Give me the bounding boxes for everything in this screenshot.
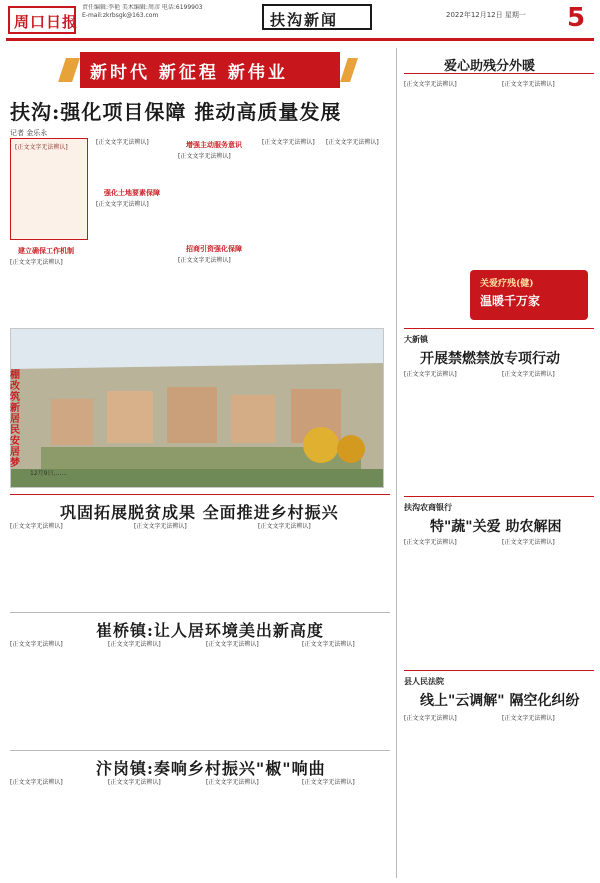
lead-body-col3a: [正文文字无法辨认] [178, 153, 231, 160]
lead-body-col3b: [正文文字无法辨认] [178, 257, 231, 264]
story3-body-col3: [正文文字无法辨认] [206, 641, 259, 648]
right-story4-body-col2: [正文文字无法辨认] [502, 715, 555, 722]
story3-body-col2: [正文文字无法辨认] [108, 641, 161, 648]
section-divider [10, 494, 390, 495]
right-story1-body-col2: [正文文字无法辨认] [502, 81, 555, 88]
story3-body-col1: [正文文字无法辨认] [10, 641, 63, 648]
banner-accent-right [340, 58, 358, 82]
byline: 记者 金乐永 [10, 129, 48, 137]
story4-body-col4: [正文文字无法辨认] [302, 779, 355, 786]
banner-accent-left [58, 58, 80, 82]
subhead: 招商引资强化保障 [186, 245, 242, 253]
right-story3-body-col2: [正文文字无法辨认] [502, 539, 555, 546]
issue-date: 2022年12月12日 星期一 [446, 11, 526, 19]
right-story3-kicker: 扶沟农商银行 [404, 503, 452, 512]
lead-body-col2a: [正文文字无法辨认] [96, 139, 149, 146]
photo-vertical-caption [10, 370, 32, 469]
caption-char: 改 [10, 381, 20, 392]
caption-char: 居 [10, 447, 20, 458]
construction-site-illustration [11, 329, 384, 488]
lead-body-col2b: [正文文字无法辨认] [96, 201, 149, 208]
right-story1-head [404, 52, 594, 74]
right-story4-headline: 线上"云调解" 隔空化纠纷 [420, 693, 580, 709]
masthead-rule [6, 38, 594, 41]
right-story2-body-col1: [正文文字无法辨认] [404, 371, 457, 378]
divider [404, 670, 594, 671]
divider [10, 750, 390, 751]
story2-body-col3: [正文文字无法辨认] [258, 523, 311, 530]
newspaper-logo [8, 6, 79, 34]
story3-body-col4: [正文文字无法辨认] [302, 641, 355, 648]
subhead: 强化土地要素保障 [104, 189, 160, 197]
right-story3-headline: 特"蔬"关爱 助农解困 [430, 519, 562, 535]
right-story1-body-col1: [正文文字无法辨认] [404, 81, 457, 88]
story4-body-col3: [正文文字无法辨认] [206, 779, 259, 786]
caption-char: 筑 [10, 392, 20, 403]
section-title: 扶沟新闻 [270, 11, 339, 29]
theme-banner [80, 52, 340, 88]
caption-char: 棚 [10, 370, 20, 381]
masthead-meta [82, 4, 222, 20]
subhead: 增强主动服务意识 [186, 141, 242, 149]
story4-body-col1: [正文文字无法辨认] [10, 779, 63, 786]
meta-line: 责任编辑:李艳 美术编辑:周彦 电话:6199903 [82, 4, 203, 11]
lead-headline: 扶沟:强化项目保障 推动高质量发展 [10, 100, 342, 124]
right-story2-headline: 开展禁燃禁放专项行动 [420, 351, 560, 367]
lead-body-col4: [正文文字无法辨认] [262, 139, 315, 146]
caption-char: 梦 [10, 458, 20, 469]
promo-line2: 温暖千万家 [480, 294, 541, 308]
right-story2-body-col2: [正文文字无法辨认] [502, 371, 555, 378]
lead-body-col5: [正文文字无法辨认] [326, 139, 379, 146]
page-number: 5 [566, 3, 586, 33]
feature-photo [10, 328, 384, 488]
caption-char: 安 [10, 436, 20, 447]
promo-badge [470, 270, 588, 320]
section-tag [262, 4, 372, 30]
meta-line: E-mail:zkrbsgk@163.com [82, 12, 159, 19]
photo-note: 12月9日,…… [30, 470, 68, 477]
divider [404, 328, 594, 329]
caption-char: 居 [10, 414, 20, 425]
promo-line1: 关爱疗残(健) [480, 279, 534, 289]
story2-headline: 巩固拓展脱贫成果 全面推进乡村振兴 [60, 503, 339, 522]
banner-text: 新时代 新征程 新伟业 [90, 63, 288, 83]
right-story1-headline: 爱心助残分外暖 [444, 59, 536, 74]
divider [404, 496, 594, 497]
subhead: 建立确保工作机制 [18, 247, 74, 255]
divider [10, 612, 390, 613]
masthead [0, 0, 600, 44]
story2-body-col2: [正文文字无法辨认] [134, 523, 187, 530]
lead-intro: [正文文字无法辨认] [15, 144, 68, 151]
logo-text: 周口日报 [14, 13, 79, 31]
lead-intro-box [10, 138, 88, 240]
right-story3-body-col1: [正文文字无法辨认] [404, 539, 457, 546]
story3-headline: 崔桥镇:让人居环境美出新高度 [96, 621, 324, 640]
caption-char: 民 [10, 425, 20, 436]
column-divider [396, 48, 397, 878]
right-story4-kicker: 县人民法院 [404, 677, 444, 686]
right-story2-kicker: 大新镇 [404, 335, 428, 344]
story4-body-col2: [正文文字无法辨认] [108, 779, 161, 786]
lead-body-col1: [正文文字无法辨认] [10, 259, 63, 266]
right-story4-body-col1: [正文文字无法辨认] [404, 715, 457, 722]
story2-body-col1: [正文文字无法辨认] [10, 523, 63, 530]
story4-headline: 汴岗镇:奏响乡村振兴"椒"响曲 [96, 759, 326, 778]
caption-char: 新 [10, 403, 20, 414]
